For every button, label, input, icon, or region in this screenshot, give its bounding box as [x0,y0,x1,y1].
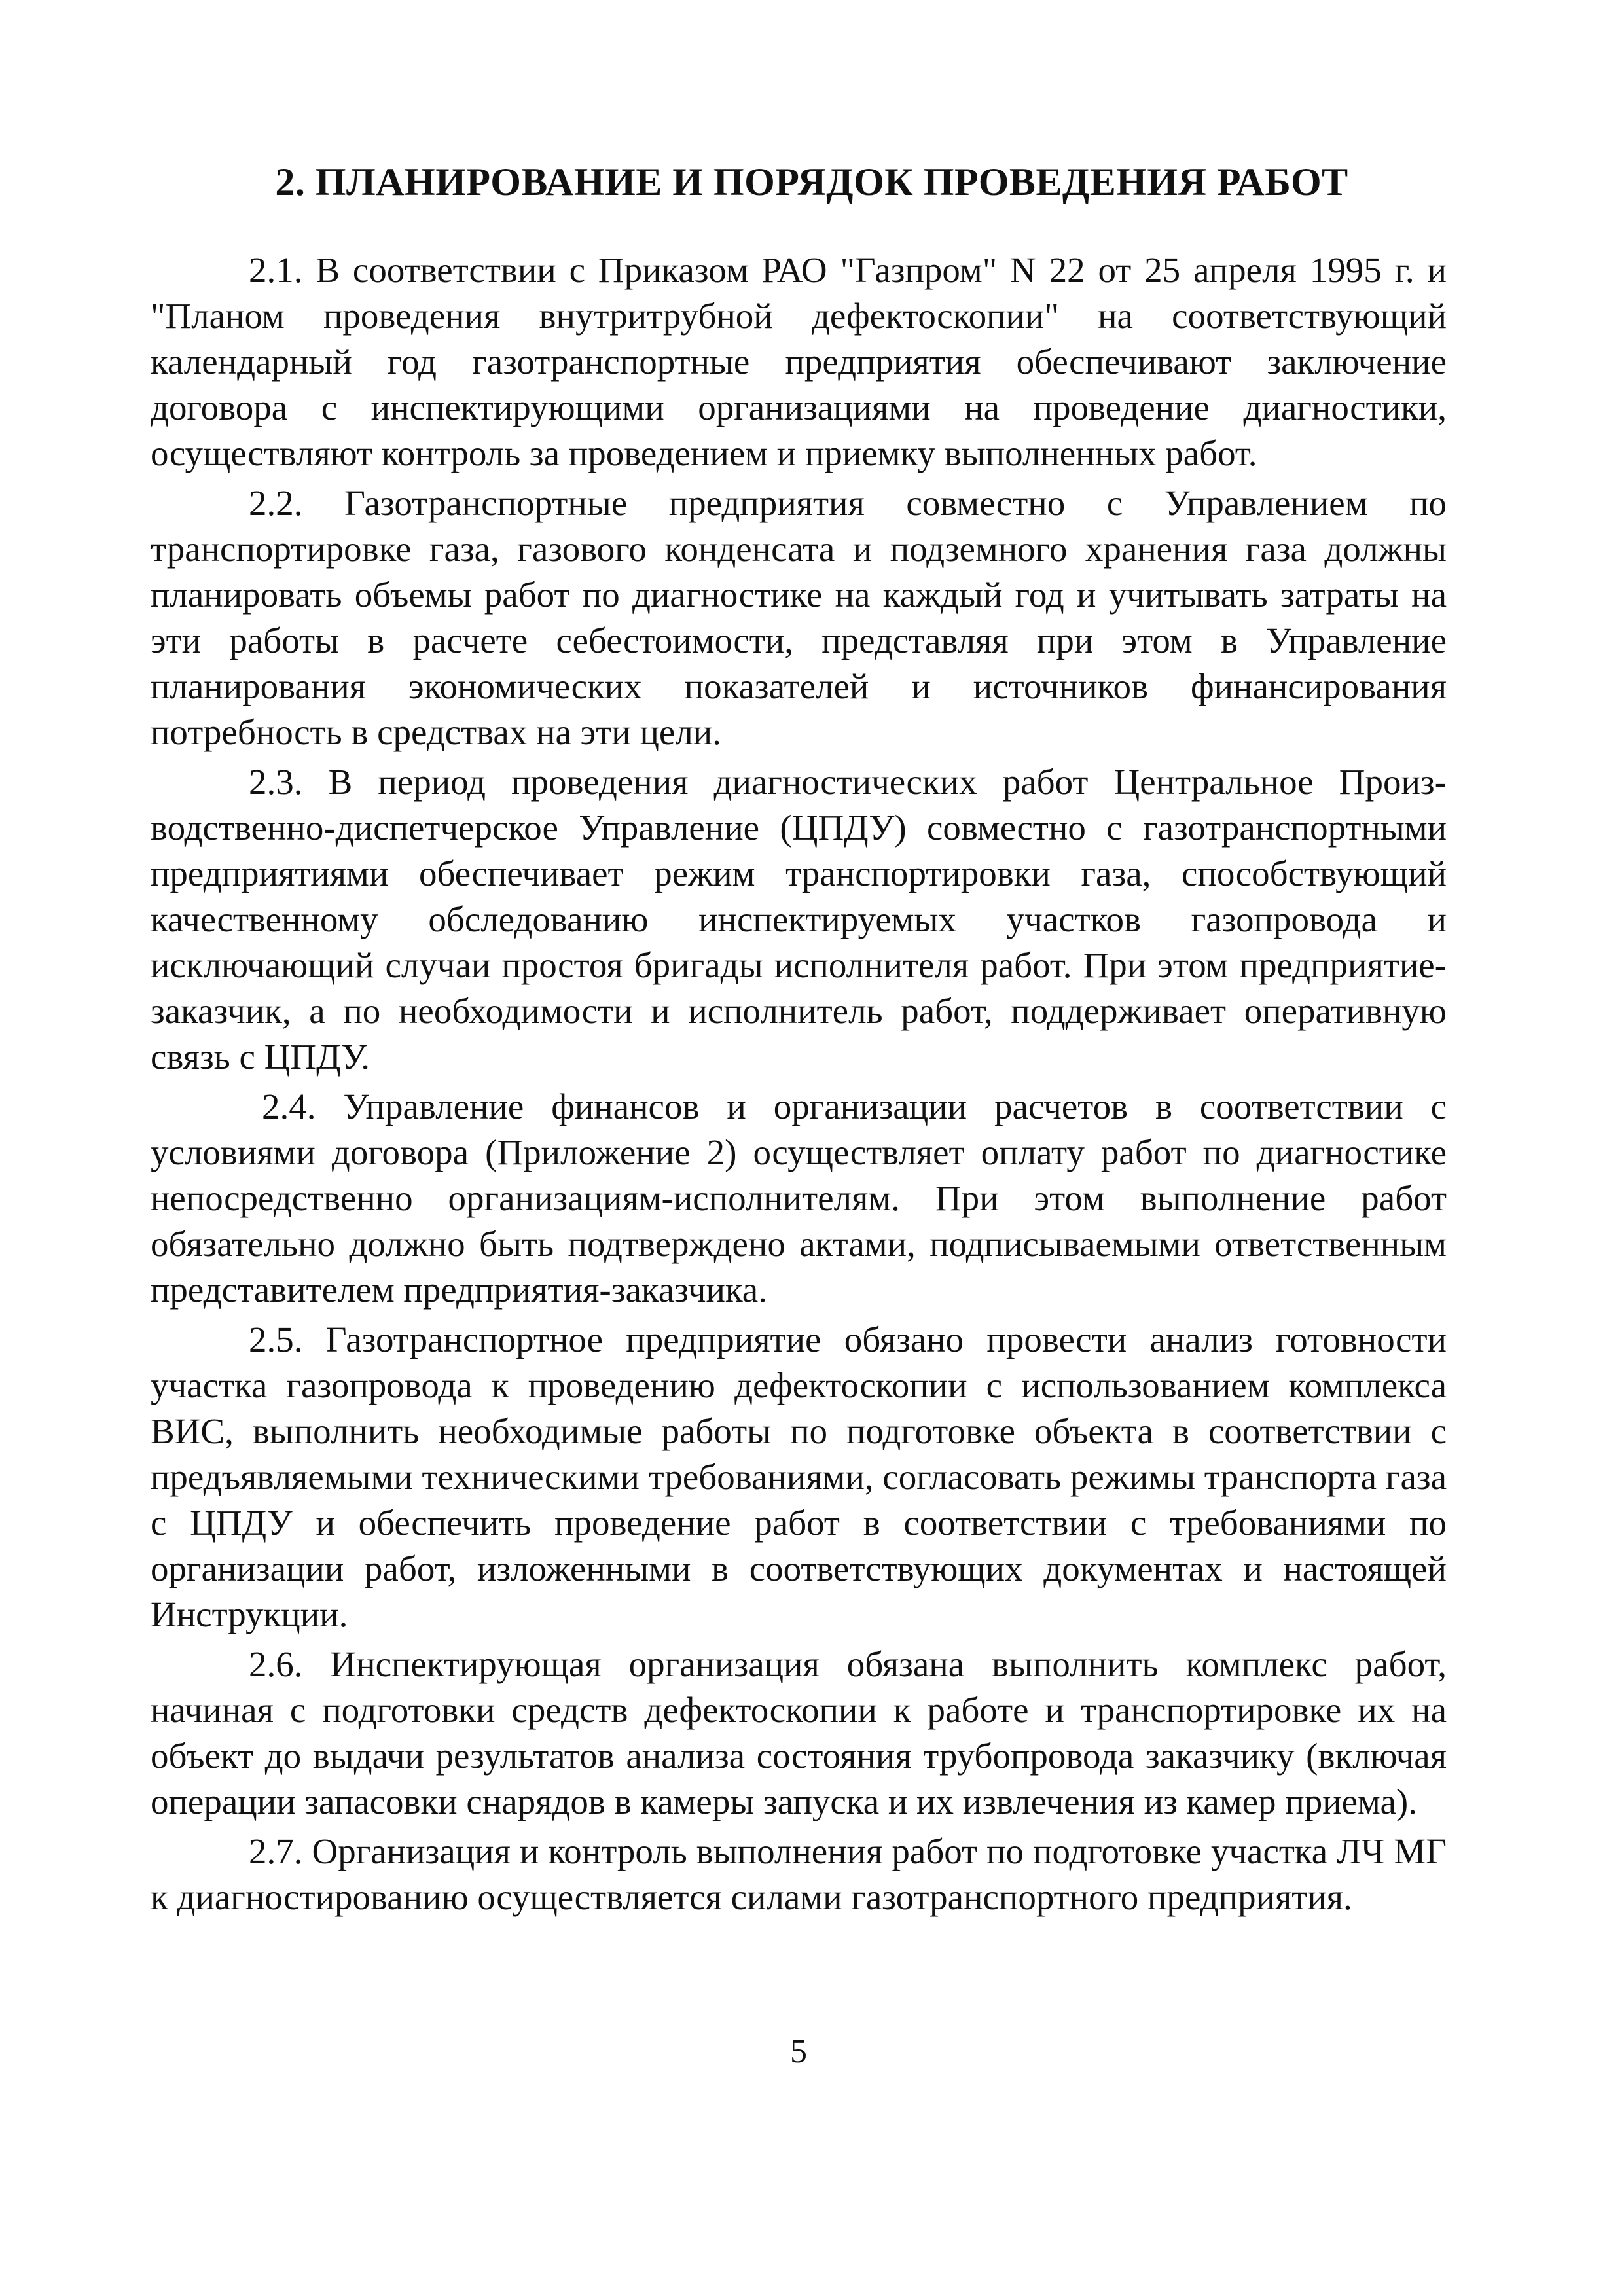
page-number: 5 [790,2033,807,2070]
paragraph-2-7: 2.7. Организация и контроль выполнения работ по подготовке участка ЛЧ МГ к диагностированию осуществляется силами газотранспортного предприятия. [151,1831,1447,1917]
paragraph-2-1: 2.1. В соответствии с Приказом РАО "Газпром" N 22 от 25 апреля 1995 г. и "Планом проведения внутритрубной дефектоскопии" на соответствующий календарный год газотранспортные предприятия обеспечивают заключение договора с инспектирующими организациями на проведение диагностики, осуществляют контроль за проведением и приемку выполненных работ. [151,250,1447,473]
paragraph-2-4: 2.4. Управление финансов и организации расчетов в соответствии с условиями договора (Приложение 2) осуществляет оплату работ по диагностике непосредственно организациям-исполнителям. При этом выполнение работ обязательно должно быть подтверждено актами, подписываемыми ответственным представителем предприятия-заказчика. [151,1086,1447,1310]
paragraph-2-3: 2.3. В период проведения диагностических работ Центральное Производственно-диспетчерское Управление (ЦПДУ) совместно с газотранспортными предприятиями обеспечивает режим транспортировки газа, способствующий качественному обследованию инспектируемых участков газопровода и исключающий случаи простоя бригады исполнителя работ. При этом предприятие-заказчик, а по необходимости и исполнитель работ, поддерживает оперативную связь с ЦПДУ. [151,762,1447,1077]
paragraph-2-6: 2.6. Инспектирующая организация обязана выполнить комплекс работ, начиная с подготовки средств дефектоскопии к работе и транспортировке их на объект до выдачи результатов анализа состояния трубопровода заказчику (включая операции запасовки снарядов в камеры запуска и их извлечения из камер приема). [151,1644,1447,1821]
paragraph-2-5: 2.5. Газотранспортное предприятие обязано провести анализ готовности участка газопровода к проведению дефектоскопии с использованием комплекса ВИС, выполнить необходимые работы по подготовке объекта в соответствии с предъявляемыми техническими требованиями, согласовать режимы транспорта газа с ЦПДУ и обеспечить проведение работ в соответствии с требованиями по организации работ, изложенными в соответствующих документах и настоящей Инструкции. [151,1319,1447,1634]
paragraph-2-2: 2.2. Газотранспортные предприятия совместно с Управлением по транспортировке газа, газового конденсата и подземного хранения газа должны планировать объемы работ по диагностике на каждый год и учитывать затраты на эти работы в расчете себестоимости, представляя при этом в Управление планирования экономических показателей и источников финансирования потребность в средствах на эти цели. [151,483,1447,752]
section-heading: 2. ПЛАНИРОВАНИЕ И ПОРЯДОК ПРОВЕДЕНИЯ РАБОТ [275,160,1348,204]
section-body [151,247,1447,1924]
